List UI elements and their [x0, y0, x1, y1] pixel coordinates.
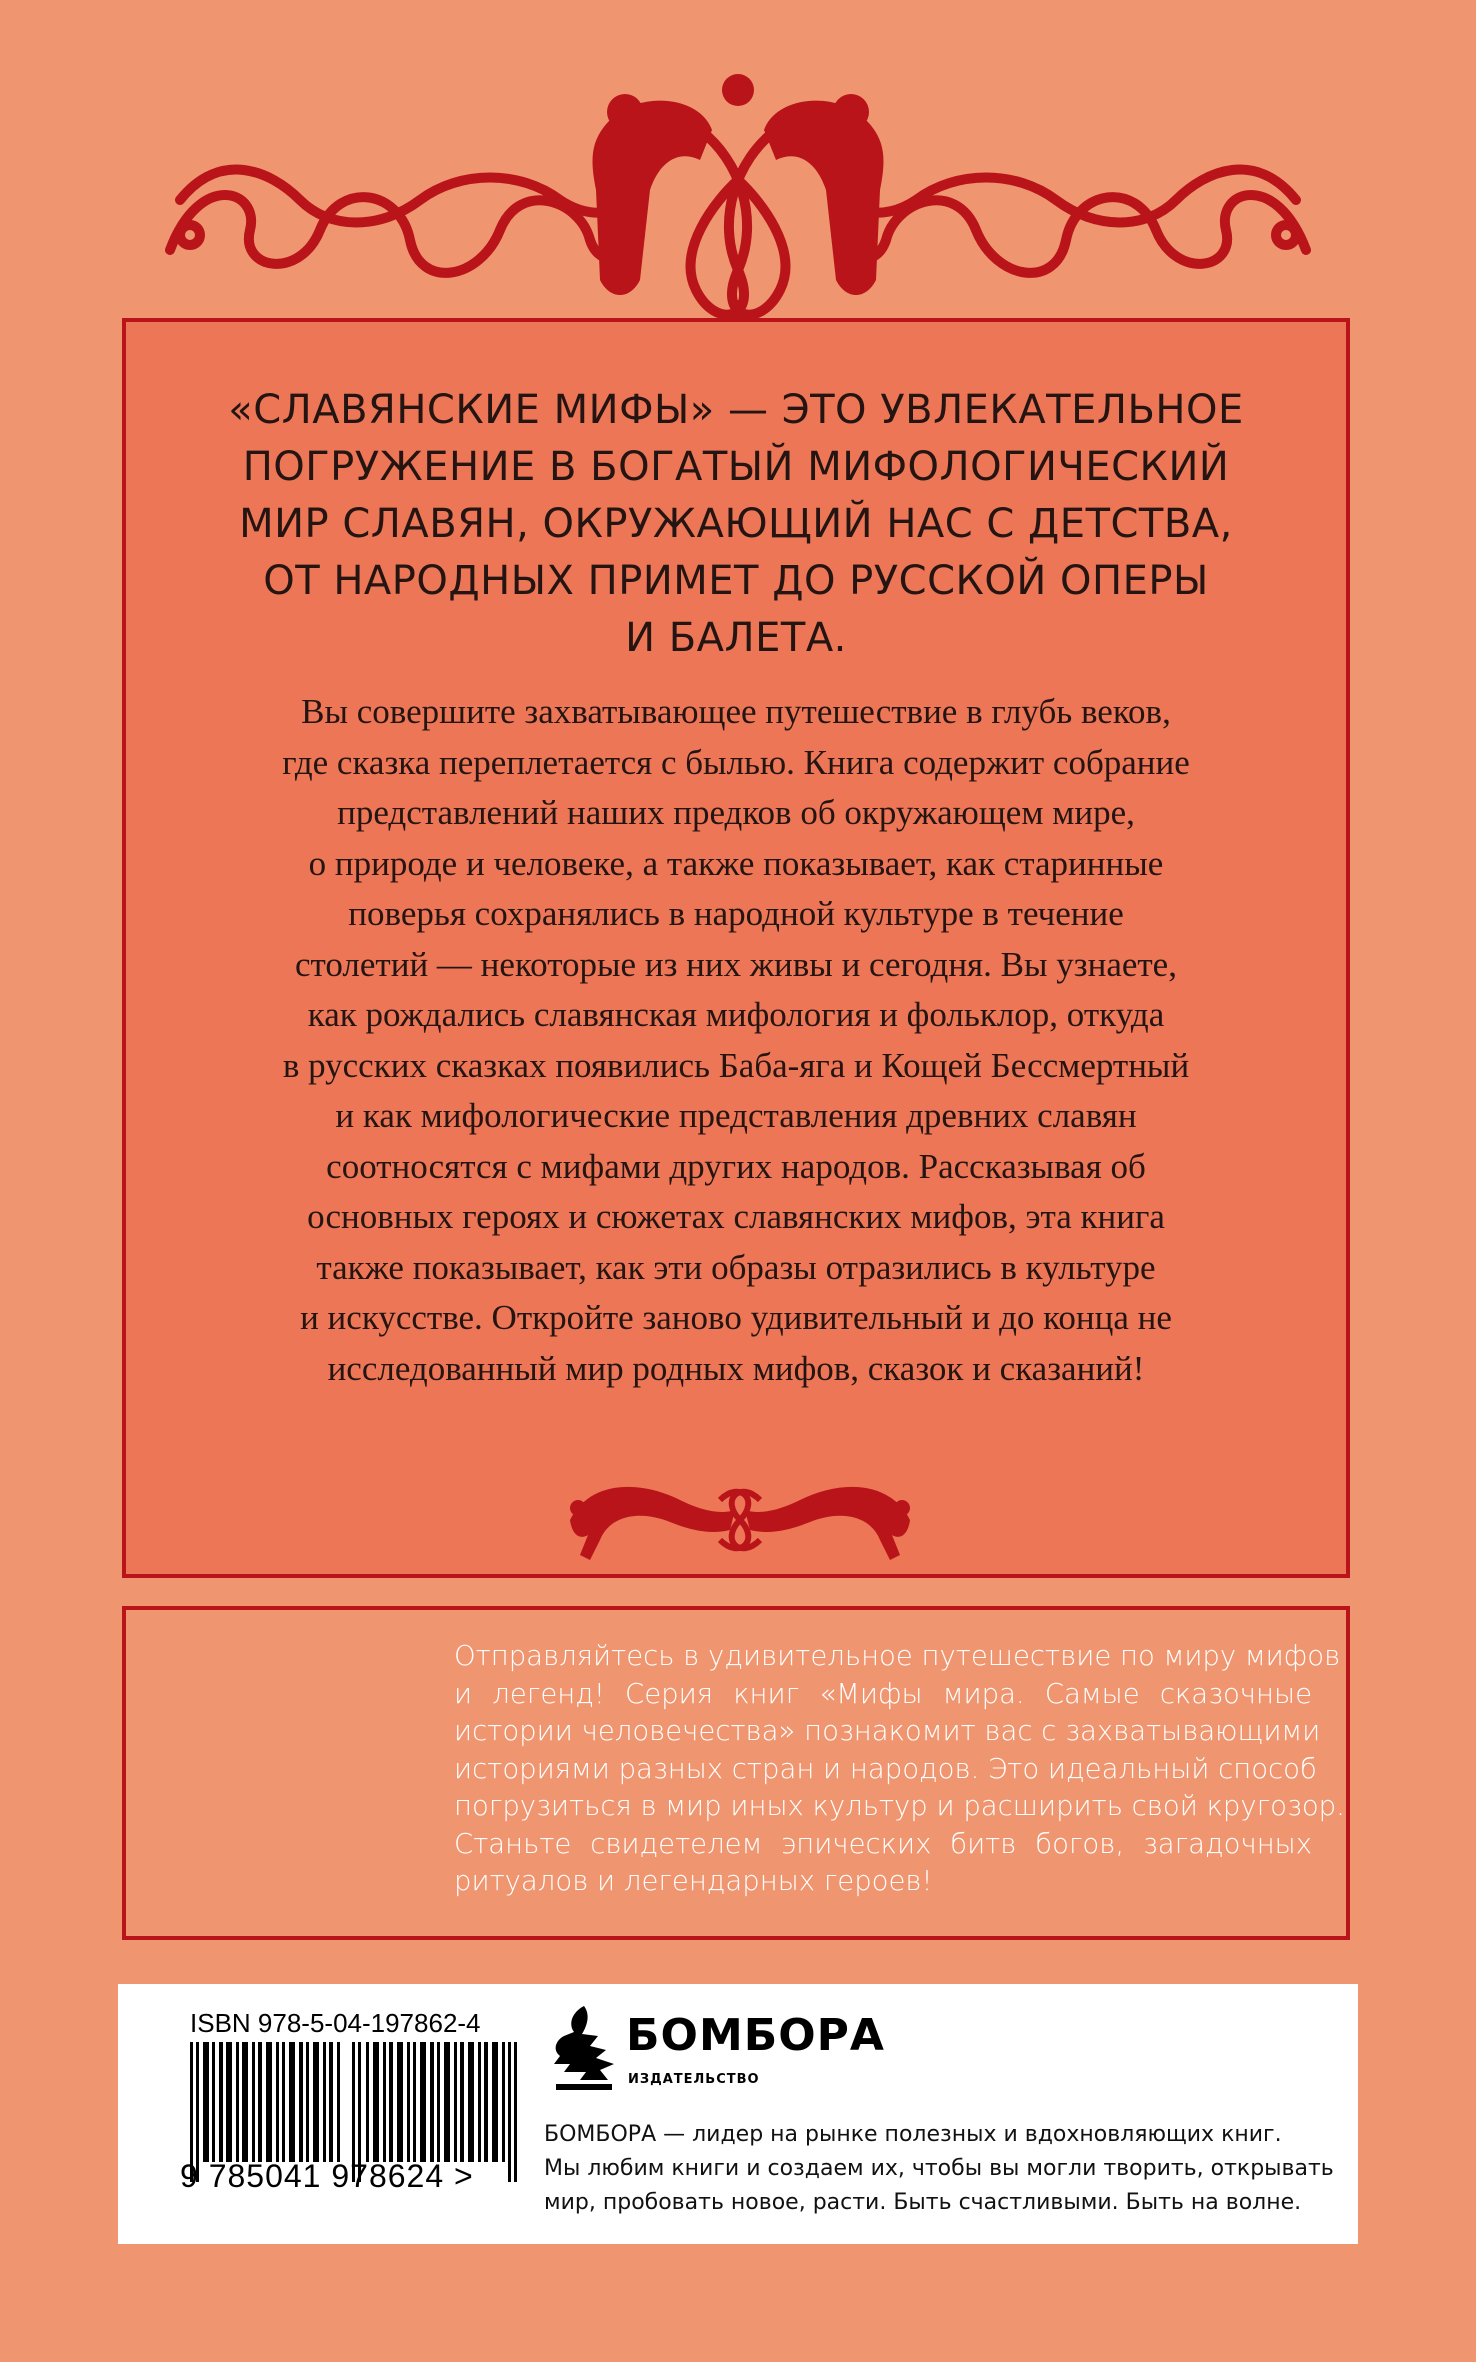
description-line: основных героях и сюжетах славянских мифов, эта книга — [307, 1197, 1165, 1236]
publisher-name: БОМБОРА — [626, 2010, 885, 2061]
description-line: где сказка переплетается с былью. Книга содержит собрание — [282, 742, 1190, 782]
series-line: ритуалов и легендарных героев! — [454, 1865, 933, 1897]
series-line: историями разных стран и народов. Это идеальный способ — [454, 1752, 1317, 1785]
publisher-line: БОМБОРА — лидер на рынке полезных и вдохновляющих книг. — [544, 2122, 1282, 2147]
series-panel — [122, 1606, 1350, 1940]
series-line: Станьте свидетелем эпических битв богов, загадочных — [454, 1827, 1312, 1860]
barcode-digits: 9 785041 978624 > — [180, 2158, 474, 2194]
series-line: Отправляйтесь в удивительное путешествие по миру мифов — [454, 1640, 1341, 1672]
series-line: и легенд! Серия книг «Мифы мира. Самые сказочные — [454, 1677, 1312, 1710]
description-line: также показывает, как эти образы отразились в культуре — [316, 1247, 1156, 1287]
bottom-ornament — [560, 1460, 920, 1570]
publisher-line: Мы любим книги и создаем их, чтобы вы могли творить, открывать — [544, 2156, 1334, 2181]
isbn-label: ISBN 978-5-04-197862-4 — [190, 2008, 481, 2038]
headline-line: ПОГРУЖЕНИЕ В БОГАТЫЙ МИФОЛОГИЧЕСКИЙ — [242, 444, 1230, 490]
series-line: погрузиться в мир иных культур и расширить свой кругозор. — [454, 1790, 1345, 1822]
publisher-subtitle: ИЗДАТЕЛЬСТВО — [628, 2072, 760, 2087]
headline-line: И БАЛЕТА. — [625, 615, 847, 661]
series-description — [454, 1638, 1345, 1901]
description-line: в русских сказках появились Баба-яга и Кощей Бессмертный — [282, 1045, 1190, 1085]
description-line: соотносятся с мифами других народов. Рассказывая об — [326, 1146, 1146, 1186]
headline-line: ОТ НАРОДНЫХ ПРИМЕТ ДО РУССКОЙ ОПЕРЫ — [263, 558, 1209, 604]
barcode-panel — [118, 1984, 1358, 2244]
description-line: представлений наших предков об окружающем мире, — [337, 793, 1135, 832]
description-line: столетий — некоторые из них живы и сегодня. Вы узнаете, — [295, 944, 1177, 984]
bombora-logo-icon — [550, 2006, 618, 2092]
headline-line: МИР СЛАВЯН, ОКРУЖАЮЩИЙ НАС С ДЕТСТВА, — [239, 501, 1233, 547]
description-line: о природе и человеке, а также показывает, как старинные — [308, 843, 1164, 883]
publisher-line: мир, пробовать новое, расти. Быть счастливыми. Быть на волне. — [544, 2190, 1302, 2215]
headline-line: «СЛАВЯНСКИЕ МИФЫ» — ЭТО УВЛЕКАТЕЛЬНОЕ — [228, 387, 1244, 433]
description-line: и как мифологические представления древних славян — [335, 1096, 1137, 1135]
publisher-description — [544, 2118, 1334, 2220]
headline — [126, 382, 1346, 667]
description-line: и искусстве. Откройте заново удивительный и до конца не — [300, 1298, 1172, 1337]
description — [126, 687, 1346, 1394]
description-line: поверья сохранялись в народной культуре в течение — [348, 894, 1124, 933]
main-panel — [122, 318, 1350, 1578]
description-line: как рождались славянская мифология и фольклор, откуда — [307, 995, 1165, 1034]
description-line: Вы совершите захватывающее путешествие в глубь веков, — [301, 692, 1171, 731]
description-line: исследованный мир родных мифов, сказок и сказаний! — [327, 1348, 1145, 1388]
series-line: истории человечества» познакомит вас с захватывающими — [454, 1715, 1321, 1747]
